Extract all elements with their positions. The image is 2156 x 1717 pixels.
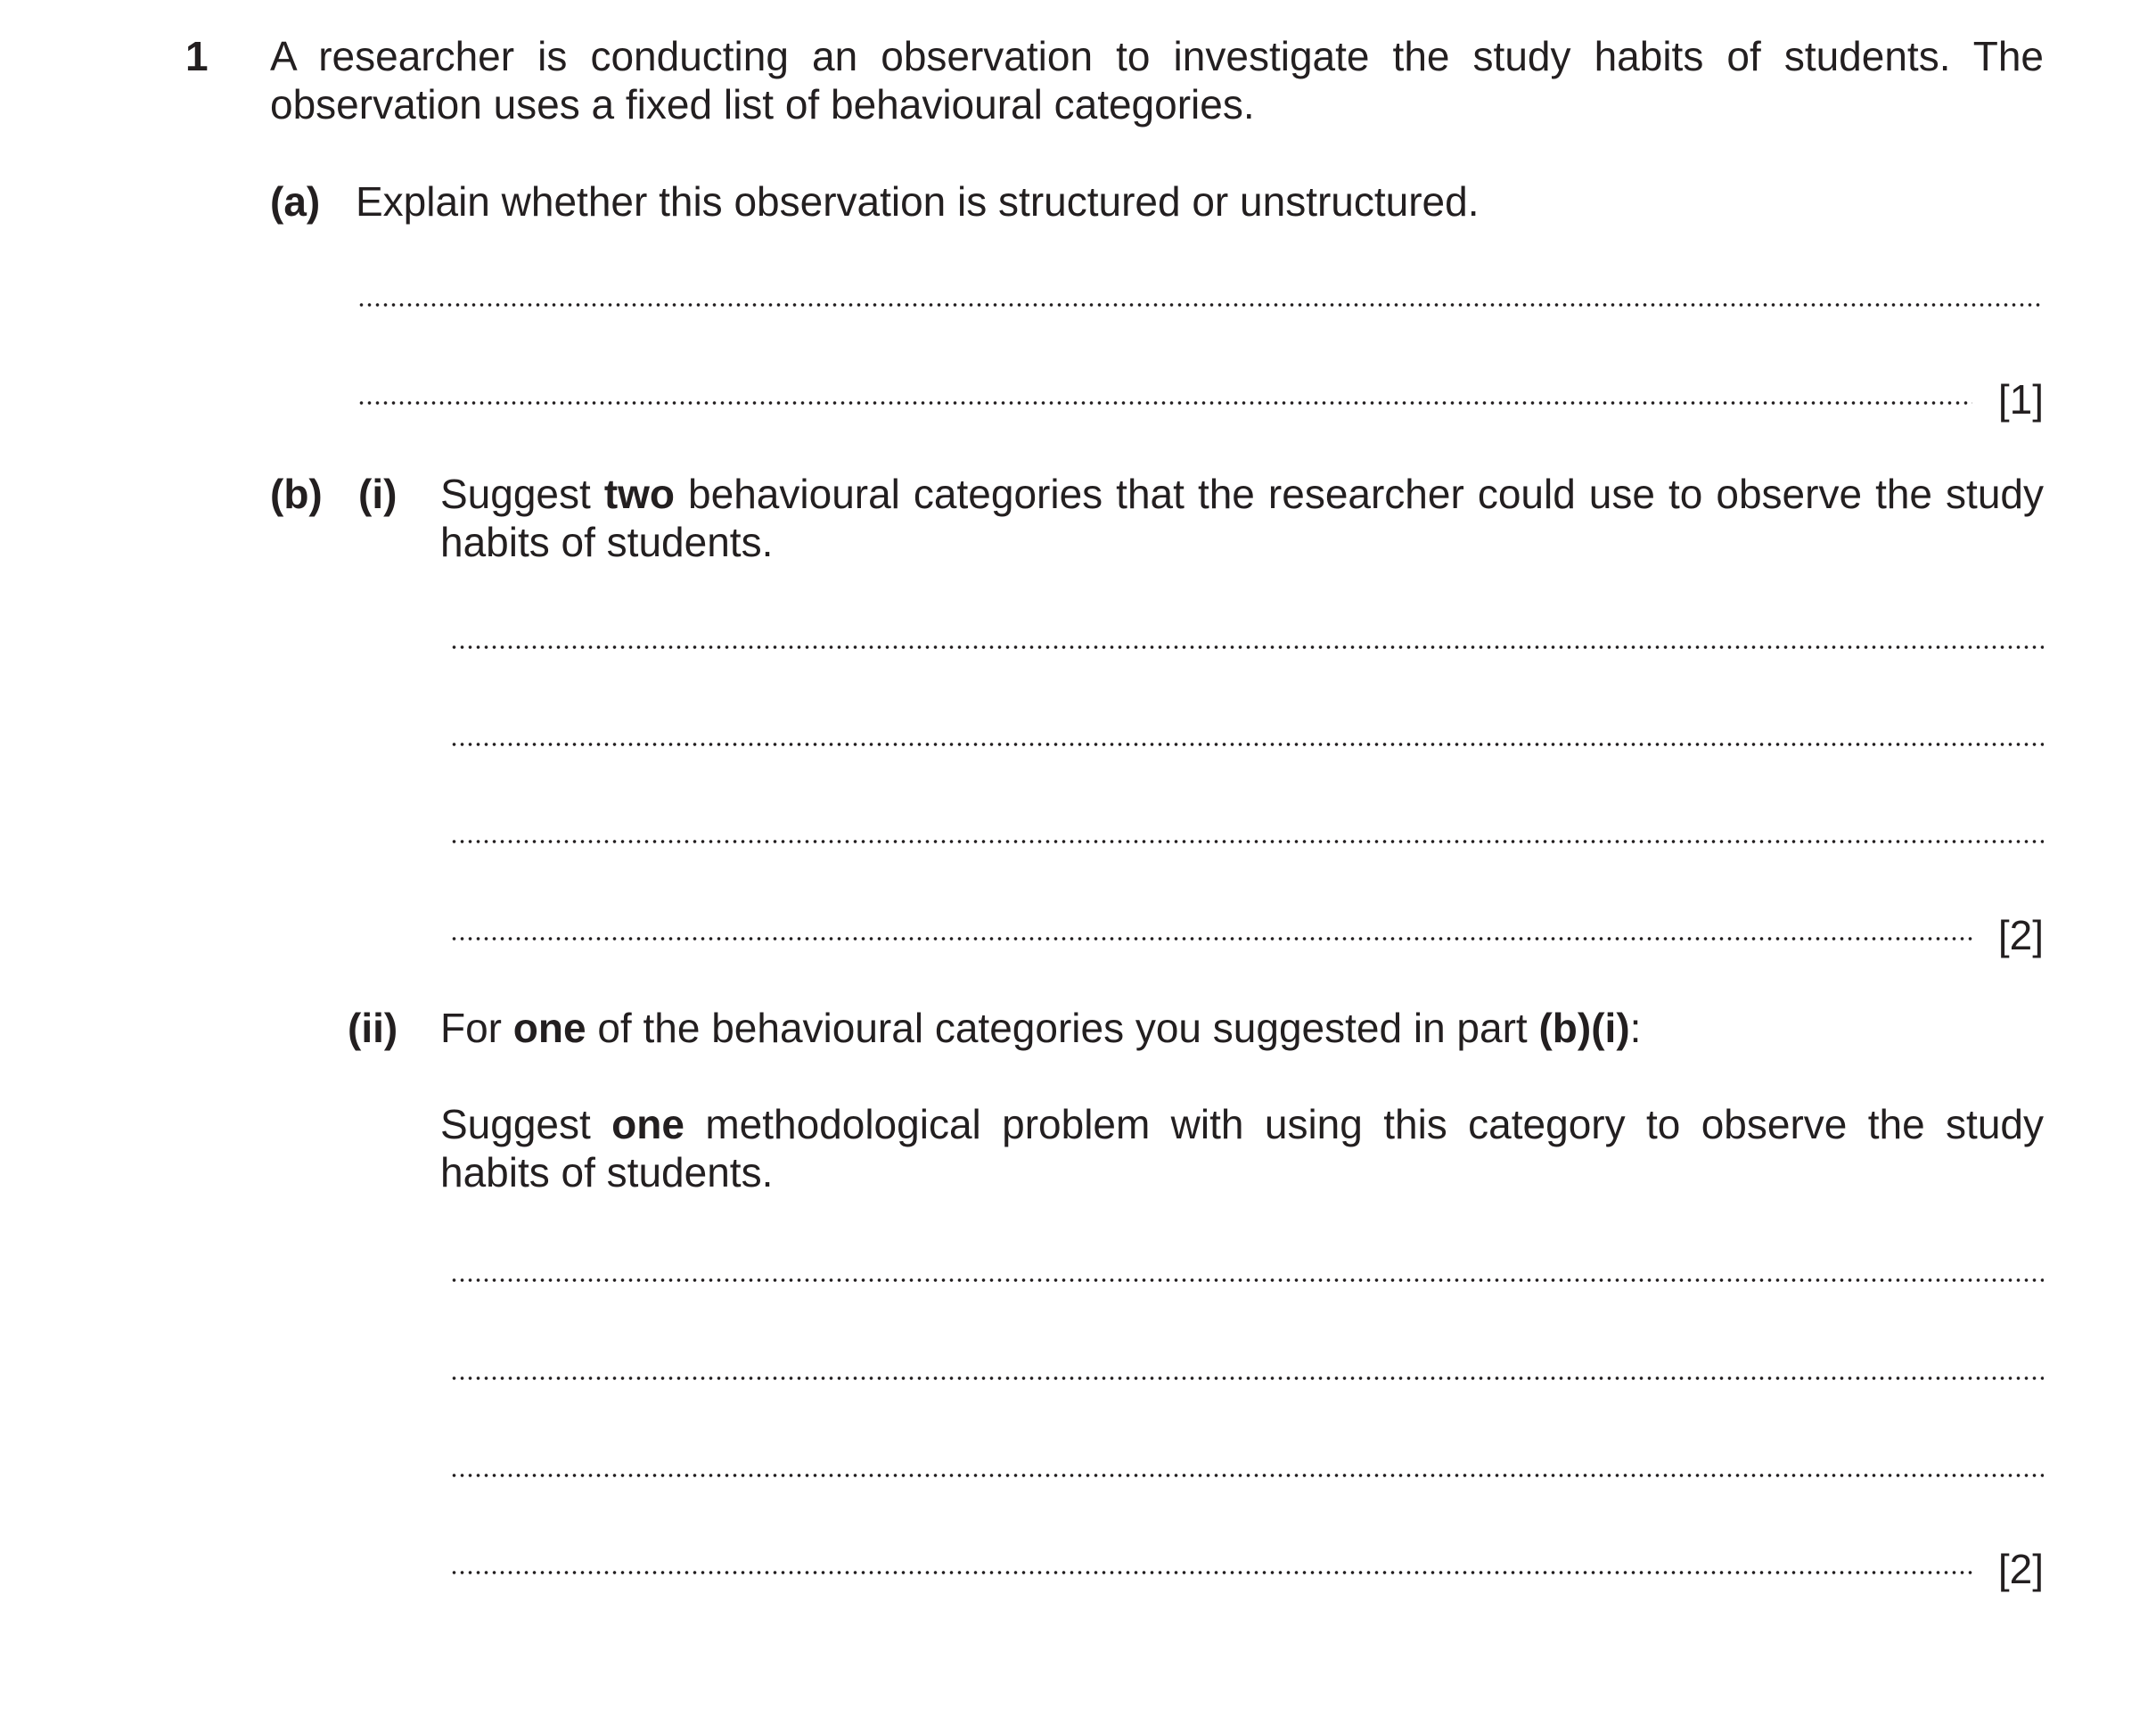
part-b-ii-prompt [440,1100,2044,1196]
answer-line-b-i-4[interactable] [450,936,1972,941]
part-b-i-emphasis: two [603,471,676,517]
answer-line-a-1[interactable] [357,302,2044,308]
answer-line-b-i-1[interactable] [450,645,2044,650]
part-b-ii-l1-before: For [440,1005,513,1051]
part-b-i-prompt [440,470,2044,566]
part-a-prompt: Explain whether this observation is structured or unstructured. [356,178,1480,225]
answer-line-b-ii-1[interactable] [450,1277,2044,1283]
part-b-ii-l1-reference: (b)(i) [1538,1005,1630,1051]
part-b-ii-l1-after: : [1629,1005,1642,1051]
answer-line-a-2[interactable] [357,400,1972,406]
answer-line-b-ii-2[interactable] [450,1376,2044,1381]
answer-line-b-i-3[interactable] [450,839,2044,844]
part-b-label: (b) [270,471,323,517]
part-b-ii-marks: [2] [1997,1546,2044,1592]
part-a-label: (a) [270,178,321,225]
part-a-marks: [1] [1997,376,2044,423]
part-b-ii-instruction [440,1004,2044,1052]
question-number: 1 [185,33,209,79]
part-b-ii-l2-emphasis: one [611,1101,685,1147]
part-b-ii-l2-before: Suggest [440,1101,612,1147]
part-b-i-marks: [2] [1997,912,2044,958]
answer-line-b-i-2[interactable] [450,742,2044,747]
part-b-ii-label: (ii) [348,1005,398,1051]
answer-line-b-ii-4[interactable] [450,1570,1972,1575]
part-b-ii-l2-after: methodological problem with using this category to observe the study habits of students. [440,1101,2044,1195]
part-b-i-label: (i) [358,471,398,517]
question-stem: A researcher is conducting an observation to investigate the study habits of students. The observation uses a fixed list of behavioural categories. [270,33,2044,127]
part-b-ii-l1-emphasis: one [512,1005,586,1051]
part-b-i-text-before: Suggest [440,471,604,517]
answer-line-b-ii-3[interactable] [450,1473,2044,1478]
part-b-ii-l1-mid: of the behavioural categories you suggested in part [586,1005,1539,1051]
part-b-i-text-after: behavioural categories that the researcher could use to observe the study habits of students. [440,471,2044,565]
